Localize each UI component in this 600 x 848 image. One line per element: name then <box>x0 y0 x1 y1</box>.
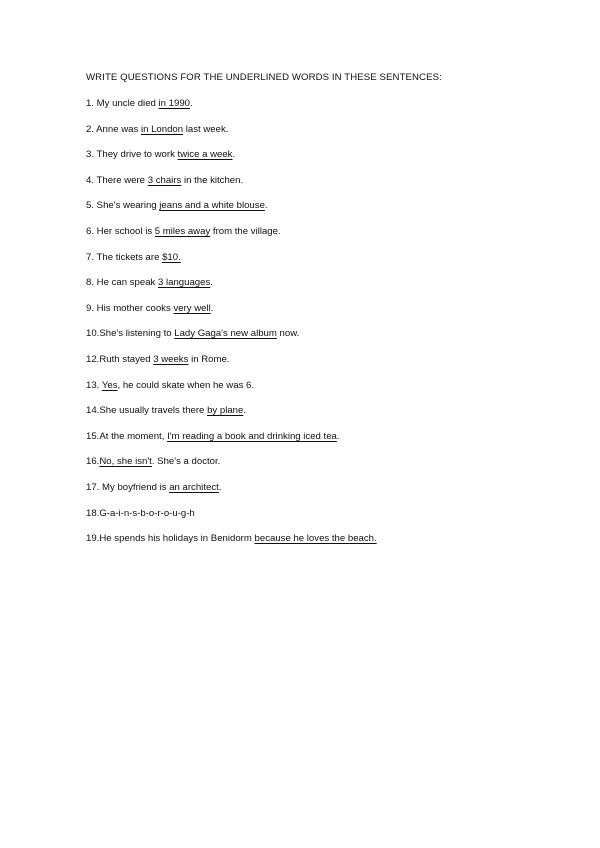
sentence-text: 19.He spends his holidays in Benidorm <box>86 533 255 545</box>
sentence-text-end: . <box>243 405 247 417</box>
sentence-text: 16. <box>86 456 100 468</box>
sentence-text-end: in Rome. <box>188 353 230 365</box>
underlined-words: in London <box>140 123 184 135</box>
sentence-text-end: . <box>232 149 236 161</box>
underlined-words: 3 languages <box>158 277 211 289</box>
sentence-text: 1. My uncle died <box>86 98 159 109</box>
sentence-item <box>86 124 556 136</box>
sentence-text-end: in the kitchen. <box>181 174 244 186</box>
sentence-item <box>86 456 556 468</box>
sentence-text-end: . <box>210 277 213 289</box>
sentence-item <box>86 200 556 212</box>
sentence-text-end: . <box>336 430 340 442</box>
sentence-text: 14.She usually travels there <box>86 405 208 417</box>
sentence-item <box>86 508 556 520</box>
sentence-item <box>86 380 556 392</box>
underlined-words: $10. <box>162 251 181 263</box>
sentence-item <box>86 405 556 417</box>
sentence-text: 10.She's listening to <box>86 328 175 340</box>
underlined-words: twice a week <box>177 149 233 161</box>
underlined-words: very well <box>173 302 211 314</box>
underlined-words: because he loves the beach. <box>254 533 377 545</box>
underlined-words: an architect <box>169 481 219 493</box>
underlined-words: jeans and a white blouse <box>159 200 265 212</box>
sentence-list <box>86 98 556 545</box>
sentence-text-end: from the village. <box>210 225 281 237</box>
sentence-item <box>86 303 556 315</box>
sentence-text: 15.At the moment, <box>86 430 168 442</box>
underlined-words: I'm reading a book and drinking iced tea <box>167 430 337 442</box>
sentence-item <box>86 354 556 366</box>
underlined-words: 5 miles away <box>154 225 211 237</box>
sentence-item <box>86 277 556 289</box>
sentence-text: 13. <box>86 379 102 391</box>
sentence-item <box>86 533 556 545</box>
sentence-item <box>86 226 556 238</box>
sentence-text: 8. He can speak <box>86 277 158 289</box>
sentence-text: 12.Ruth stayed <box>86 353 154 365</box>
underlined-words: 3 weeks <box>153 353 189 365</box>
underlined-words: No, she isn't <box>99 456 152 468</box>
sentence-text: 9. His mother cooks <box>86 302 174 314</box>
sentence-text-end: . <box>264 200 268 212</box>
sentence-text-end: . She's a doctor. <box>151 456 221 468</box>
underlined-words: in 1990 <box>158 98 191 109</box>
sentence-text-end: . <box>210 302 214 314</box>
sentence-text-end: . <box>218 481 222 493</box>
sentence-text-end: , he could skate when he was 6. <box>117 379 255 391</box>
sentence-item <box>86 431 556 443</box>
sentence-text-end: now. <box>276 328 300 340</box>
sentence-text: 18.G-a-i-n-s-b-o-r-o-u-g-h <box>86 507 195 519</box>
sentence-text: 17. My boyfriend is <box>86 481 170 493</box>
worksheet-content <box>86 72 556 559</box>
sentence-item <box>86 149 556 161</box>
sentence-text-end: last week. <box>183 123 229 135</box>
sentence-text: 5. She's wearing <box>86 200 160 212</box>
worksheet-heading: WRITE QUESTIONS FOR THE UNDERLINED WORDS IN THESE SENTENCES: <box>86 72 442 83</box>
sentence-text: 7. The tickets are <box>86 251 163 263</box>
sentence-item <box>86 328 556 340</box>
sentence-item <box>86 98 556 110</box>
sentence-text: 3. They drive to work <box>86 149 178 161</box>
sentence-text: 2. Anne was <box>86 123 141 135</box>
underlined-words: Yes <box>101 379 118 391</box>
underlined-words: by plane <box>207 405 244 417</box>
sentence-item <box>86 175 556 187</box>
sentence-item <box>86 482 556 494</box>
sentence-item <box>86 252 556 264</box>
sentence-text: 4. There were <box>86 174 148 186</box>
underlined-words: Lady Gaga's new album <box>174 328 277 340</box>
underlined-words: 3 chairs <box>147 174 182 186</box>
sentence-text-end: . <box>190 98 193 109</box>
sentence-text: 6. Her school is <box>86 225 155 237</box>
